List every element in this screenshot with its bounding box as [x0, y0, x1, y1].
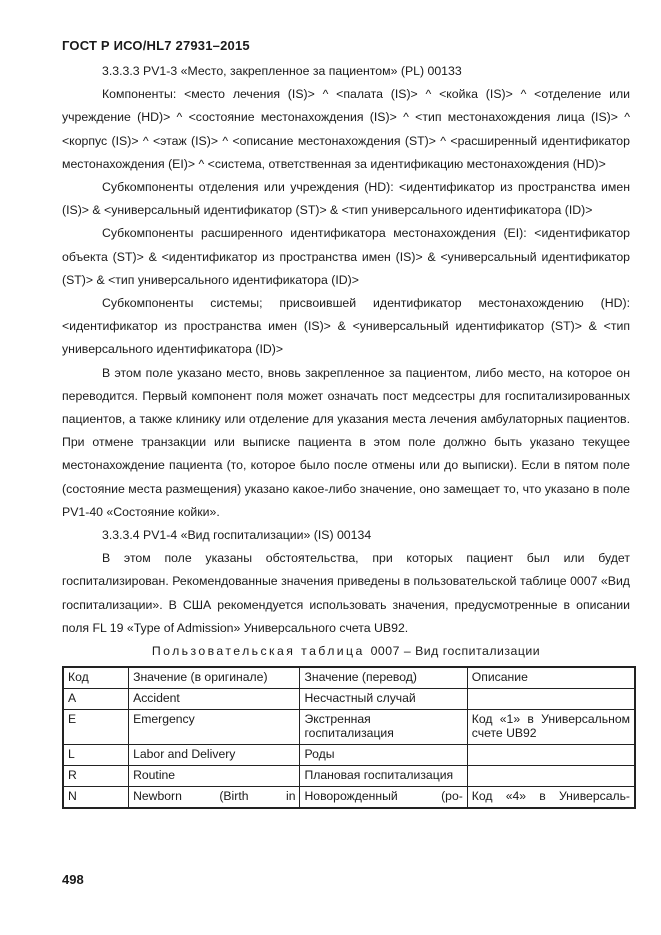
table-cell — [467, 766, 635, 787]
table-row — [63, 689, 635, 710]
page-number: 498 — [62, 872, 84, 887]
paragraph-description-admission: В этом поле указаны обстоятельства, при которых пациент был или будет госпитализирован. Рекомендованные значения приведены в пользовательской таблице 0007 «Вид госпитализации». В США рекомендуется использовать значения, предусмотренные в описании поля FL 19 «Type of Admission» Универсального счета UB92. — [62, 551, 630, 635]
table-header-row — [63, 667, 635, 689]
table-cell: Accident — [129, 689, 300, 710]
table-header-cell: Код — [63, 667, 129, 689]
table-cell: Код «1» в Универсальном счете UB92 — [467, 710, 635, 745]
table-header-cell: Описание — [467, 667, 635, 689]
section-heading-pv1-4: 3.3.3.4 PV1-4 «Вид госпитализации» (IS) 00134 — [102, 528, 372, 543]
paragraph-components: Компоненты: <место лечения (IS)> ^ <палата (IS)> ^ <койка (IS)> ^ <отделение или учреждение (HD)> ^ <состояние местонахождения (IS)> ^ <тип местонахождения лица (IS)> ^ <корпус (IS)> ^ <этаж (IS)> ^ <описание местонахождения (ST)> ^ <расширенный идентификатор местонахождения (EI)> ^ <система, ответственная за идентификацию местонахождения (HD)> — [62, 87, 630, 171]
table-row — [63, 766, 635, 787]
admission-type-table — [62, 666, 636, 809]
table-cell: R — [63, 766, 129, 787]
paragraph-subcomponents-ei: Субкомпоненты расширенного идентификатора местонахождения (EI): <идентификатор объекта (ST)> & <идентификатор из пространства имен (IS)> & <универсальный идентификатор (ST)> & <тип универсального идентификатора (ID)> — [62, 226, 630, 287]
table-cell: Новорожденный (ро- — [300, 787, 467, 809]
table-cell: N — [63, 787, 129, 809]
paragraph-subcomponents-system: Субкомпоненты системы; присвоившей идентификатор местонахождению (HD): <идентификатор из пространства имен (IS)> & <универсальный идентификатор (ST)> & <тип универсального идентификатора (ID)> — [62, 296, 630, 357]
table-cell: Код «4» в Универсаль- — [467, 787, 635, 809]
table-cell: A — [63, 689, 129, 710]
table-cell — [467, 689, 635, 710]
paragraph-subcomponents-hd: Субкомпоненты отделения или учреждения (HD): <идентификатор из пространства имен (IS)> & <универсальный идентификатор (ST)> & <тип универсального идентификатора (ID)> — [62, 180, 630, 218]
table-caption-rest: 0007 – Вид госпитализации — [370, 644, 541, 659]
table-cell: Labor and Delivery — [129, 745, 300, 766]
document-body — [62, 60, 630, 809]
table-row — [63, 787, 635, 809]
table-cell: E — [63, 710, 129, 745]
table-row — [63, 745, 635, 766]
table-cell: Newborn (Birth in — [129, 787, 300, 809]
table-cell — [467, 745, 635, 766]
table-row — [63, 710, 635, 745]
table-cell: Routine — [129, 766, 300, 787]
table-cell: Экстренная госпитализация — [300, 710, 467, 745]
table-caption — [62, 640, 630, 663]
table-cell: Emergency — [129, 710, 300, 745]
paragraph-description-location: В этом поле указано место, вновь закрепленное за пациентом, либо место, на которое он переводится. Первый компонент поля может означать пост медсестры для госпитализированных пациентов, а также клинику или отделение для указания места лечения амбулаторных пациентов. При отмене транзакции или выписке пациента в этом поле должно быть указано текущее местонахождение пациента (то, которое было после отмены или до выписки). Если в пятом поле (состояние места размещения) указано какое-либо значение, оно замещает то, что указано в поле PV1-40 «Состояние койки». — [62, 365, 630, 519]
table-cell: L — [63, 745, 129, 766]
table-header-cell: Значение (в оригинале) — [129, 667, 300, 689]
document-header: ГОСТ Р ИСО/HL7 27931–2015 — [62, 38, 250, 53]
table-header-cell: Значение (перевод) — [300, 667, 467, 689]
table-cell: Плановая госпитализация — [300, 766, 467, 787]
table-cell: Роды — [300, 745, 467, 766]
section-heading-pv1-3: 3.3.3.3 PV1-3 «Место, закрепленное за пациентом» (PL) 00133 — [102, 64, 462, 78]
table-cell: Несчастный случай — [300, 689, 467, 710]
table-caption-label: Пользовательская таблица — [151, 644, 365, 659]
